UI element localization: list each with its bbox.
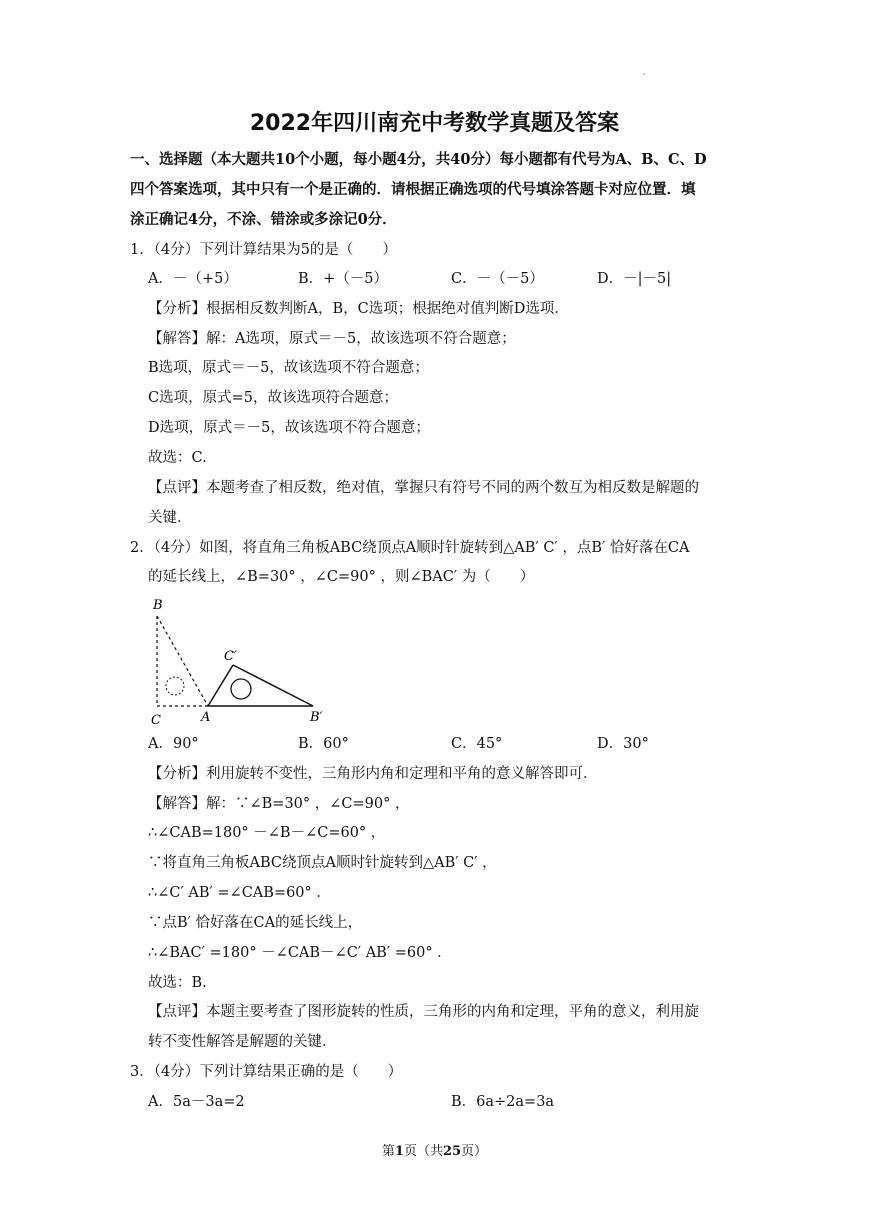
q1-comment-line-2: 关键．	[148, 510, 192, 526]
q2-solution-line-7: 故选：B.	[148, 975, 207, 991]
corner-mark: '	[643, 72, 646, 81]
label-b-prime: B′	[310, 710, 323, 725]
label-b: B	[153, 598, 163, 613]
q1-option-a: A．－（+5）	[148, 271, 238, 287]
footer-page-number: 1	[394, 1144, 404, 1159]
page-title: 2022年四川南充中考数学真题及答案	[249, 111, 620, 136]
q1-solution-line-2: B选项，原式＝－5，故该选项不符合题意；	[148, 360, 429, 376]
q2-option-a: A．90°	[148, 736, 199, 752]
label-c: C	[151, 713, 161, 728]
q2-stem-line-1: 2．（4分）如图，将直角三角板ABC绕顶点A顺时针旋转到△AB′ C′ ，点B′ 恰好落在CA	[130, 540, 690, 556]
section-header-line-2: 四个答案选项，其中只有一个是正确的．请根据正确选项的代号填涂答题卡对应位置．填	[130, 181, 696, 198]
q1-option-c: C．－（－5）	[451, 271, 544, 287]
footer-suffix: 页）	[461, 1144, 488, 1159]
q1-comment-line-1: 【点评】本题考查了相反数，绝对值，掌握只有符号不同的两个数互为相反数是解题的	[148, 480, 699, 496]
q3-stem: 3．（4分）下列计算结果正确的是（ ）	[130, 1064, 403, 1080]
q2-solution-line-2: ∴∠CAB=180° －∠B－∠C=60° ，	[148, 825, 386, 841]
q1-analysis: 【分析】根据相反数判断A，B，C选项；根据绝对值判断D选项．	[148, 301, 569, 317]
solid-circle	[231, 679, 251, 699]
q1-option-d: D．－|－5|	[597, 271, 672, 287]
segment-c-prime-b-prime	[233, 665, 313, 706]
footer-mid: 页（共	[403, 1144, 443, 1159]
q2-option-d: D．30°	[597, 736, 649, 752]
q2-solution-line-3: ∵将直角三角板ABC绕顶点A顺时针旋转到△AB′ C′ ，	[148, 855, 497, 871]
footer-total-pages: 25	[442, 1144, 462, 1159]
section-header-line-1: 一、选择题（本大题共10个小题，每小题4分，共40分）每小题都有代号为A、B、C、D	[130, 151, 707, 168]
q3-option-a: A．5a－3a=2	[148, 1094, 245, 1110]
page-footer	[0, 1140, 869, 1159]
triangle-figure	[148, 594, 338, 728]
q2-analysis: 【分析】利用旋转不变性，三角形内角和定理和平角的意义解答即可．	[148, 766, 598, 782]
q2-option-b: B．60°	[298, 736, 349, 752]
label-c-prime: C′	[224, 649, 237, 664]
dashed-circle	[166, 677, 184, 695]
q2-comment-line-1: 【点评】本题主要考查了图形旋转的性质，三角形的内角和定理，平角的意义，利用旋	[148, 1004, 699, 1020]
q2-figure	[148, 594, 338, 728]
section-header-line-3: 涂正确记4分，不涂、错涂或多涂记0分．	[130, 211, 397, 228]
q2-option-c: C．45°	[451, 736, 503, 752]
q2-stem-line-2: 的延长线上，∠B=30° ，∠C=90° ，则∠BAC′ 为（ ）	[148, 569, 535, 585]
q3-option-b: B．6a÷2a=3a	[451, 1094, 555, 1110]
q1-solution-line-3: C选项，原式=5，故该选项符合题意；	[148, 390, 398, 406]
q1-solution-line-4: D选项，原式＝－5，故该选项不符合题意；	[148, 420, 430, 436]
q1-solution-line-5: 故选：C.	[148, 450, 207, 466]
q1-option-b: B．+（－5）	[298, 271, 389, 287]
segment-ba	[157, 616, 208, 706]
q2-comment-line-2: 转不变性解答是解题的关键．	[148, 1034, 337, 1050]
segment-ac-prime	[208, 665, 233, 706]
q2-solution-line-1: 【解答】解：∵∠B=30° ，∠C=90° ，	[148, 796, 410, 812]
q1-solution-line-1: 【解答】解：A选项，原式＝－5，故该选项不符合题意；	[148, 331, 516, 347]
q2-solution-line-5: ∵点B′ 恰好落在CA的延长线上，	[148, 915, 363, 931]
label-a: A	[201, 710, 211, 725]
q2-solution-line-6: ∴∠BAC′ =180° －∠CAB－∠C′ AB′ =60° ．	[148, 945, 452, 961]
q2-solution-line-4: ∴∠C′ AB′ =∠CAB=60° ．	[148, 885, 331, 901]
q1-stem: 1．（4分）下列计算结果为5的是（ ）	[130, 242, 397, 258]
footer-prefix: 第	[381, 1144, 395, 1159]
